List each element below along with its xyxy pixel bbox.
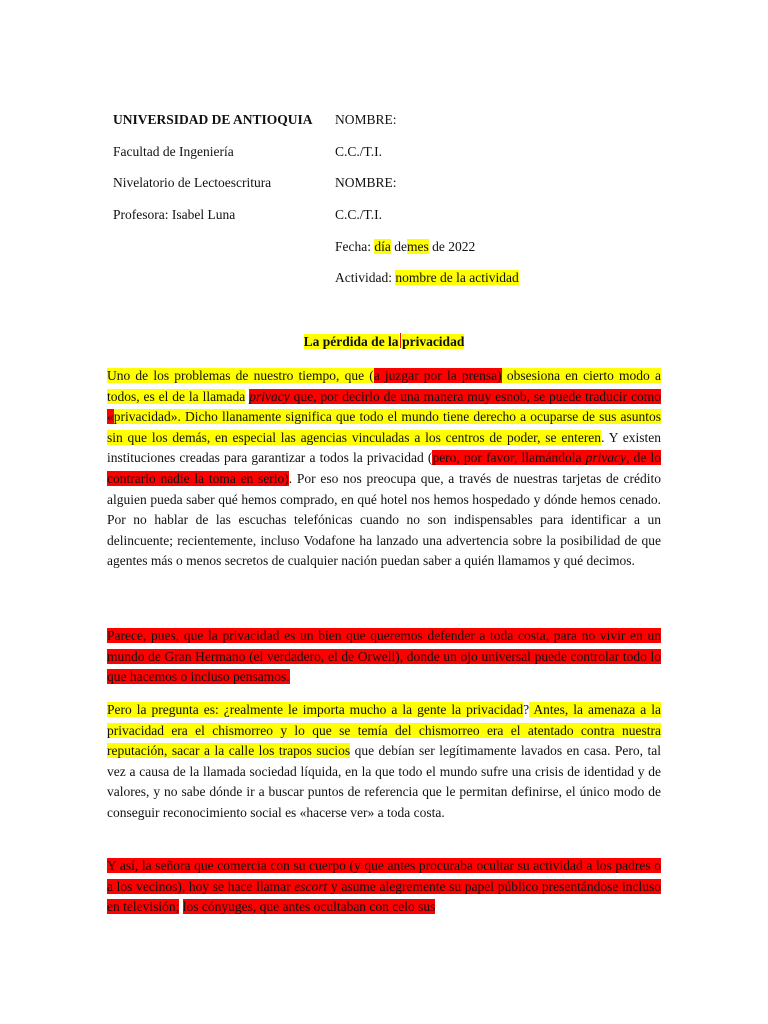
p3-span-3: Antes, la amenaza a la privacidad era el chismorreo y lo que se temía del chismorreo era el atentado contra nuestra reputación, sacar a la calle los trapos sucios xyxy=(107,702,661,759)
id-field-1: C.C./T.I. xyxy=(335,144,382,159)
p4-span-1: Y así, la señora que comercia con su cuerpo (y que antes procuraba ocultar su actividad a los padres o a los vecinos), hoy se hace llamar xyxy=(107,858,661,894)
p1-span-6: que, por decirlo de una manera muy esnob, se puede traducir como « xyxy=(107,388,662,425)
date-label: Fecha: xyxy=(335,239,371,254)
date-line xyxy=(335,238,475,256)
title-part-1: La pérdida de la xyxy=(303,334,399,349)
p1-span-9a: pero, por favor, llamándola xyxy=(432,450,586,466)
date-month: mes xyxy=(407,239,429,254)
p3-span-1: Pero la pregunta es: ¿realmente le importa mucho a la gente la privacidad xyxy=(107,702,524,717)
name-field-1: NOMBRE: xyxy=(335,112,397,127)
university-name: UNIVERSIDAD DE ANTIOQUIA xyxy=(113,112,313,127)
id-field-2: C.C./T.I. xyxy=(335,207,382,222)
title-part-2: privacidad xyxy=(402,334,465,349)
paragraph-1 xyxy=(107,366,661,572)
p3-span-4: que debían ser legítimamente lavados en casa. Pero, tal vez a causa de la llamada sociedad líquida, en la que todo el mundo sufre una crisis de identidad y de valores, y no sabe dónde ir a buscar puntos de referencia que le permitan definirse, el único modo de conseguir reconocimiento social es «hacerse ver» a toda costa. xyxy=(107,743,662,820)
p1-span-8: . Y existen instituciones creadas para garantizar a todos la privacidad ( xyxy=(107,429,661,466)
p1-span-2: a juzgar por la prensa) xyxy=(373,368,502,383)
course-name: Nivelatorio de Lectoescritura xyxy=(113,175,272,190)
p3-span-2: ? xyxy=(523,702,530,717)
date-day: día xyxy=(374,239,391,254)
p1-span-12: . Por eso nos preocupa que, a través de nuestras tarjetas de crédito alguien pueda saber qué hemos comprado, en qué hotel nos hemos hospedado y dónde hemos cenado. Por no hablar de las escuchas telefónicas cuando no son indispensables para identificar a un delincuente; recientemente, incluso Vodafone ha lanzado una advertencia sobre la posibilidad de que agentes más o menos secretos de cualquier nación puedan saber a quién llamamos y qué decimos. xyxy=(107,470,661,569)
name-field-2: NOMBRE: xyxy=(335,175,397,190)
p1-span-1: Uno de los problemas de nuestro tiempo, que ( xyxy=(107,368,374,383)
paragraph-4 xyxy=(107,856,661,918)
p2-span: Parece, pues, que la privacidad es un bien que queremos defender a toda costa, para no vivir en un mundo de Gran Hermano (el verdadero, el de Orwell), donde un ojo universal puede controlar todo lo que hacemos o incluso pensamos. xyxy=(107,628,661,685)
date-year: de 2022 xyxy=(432,239,476,254)
activity-line xyxy=(335,269,519,287)
p1-span-11: , de lo contrario nadie la toma en serio) xyxy=(107,450,662,486)
p1-italic-1: privacy xyxy=(249,388,290,404)
p4-italic: escort xyxy=(294,878,328,894)
date-de: de xyxy=(394,239,407,254)
p4-span-5: los cónyuges, que antes ocultaban con celo sus xyxy=(182,899,436,915)
p4-span-3: y asume alegremente su papel público presentándose incluso en televisión; xyxy=(107,878,661,915)
paragraph-2 xyxy=(107,626,661,688)
professor-name: Profesora: Isabel Luna xyxy=(113,207,236,222)
p1-italic-2: privacy xyxy=(585,450,627,466)
activity-label: Actividad: xyxy=(335,270,392,285)
p1-span-4: de la llamada xyxy=(168,388,246,404)
document-title xyxy=(0,333,768,350)
paragraph-3 xyxy=(107,700,661,824)
text-cursor xyxy=(400,333,402,348)
faculty-name: Facultad de Ingeniería xyxy=(113,144,234,159)
p1-span-3: obsesiona en cierto modo a todos, es el xyxy=(107,368,661,404)
activity-value: nombre de la actividad xyxy=(395,270,519,285)
p1-span-7: privacidad». Dicho llanamente significa que todo el mundo tiene derecho a ocuparse de sus asuntos sin que los demás, en especial las agencias vinculadas a los centros de poder, se enteren xyxy=(107,409,661,445)
